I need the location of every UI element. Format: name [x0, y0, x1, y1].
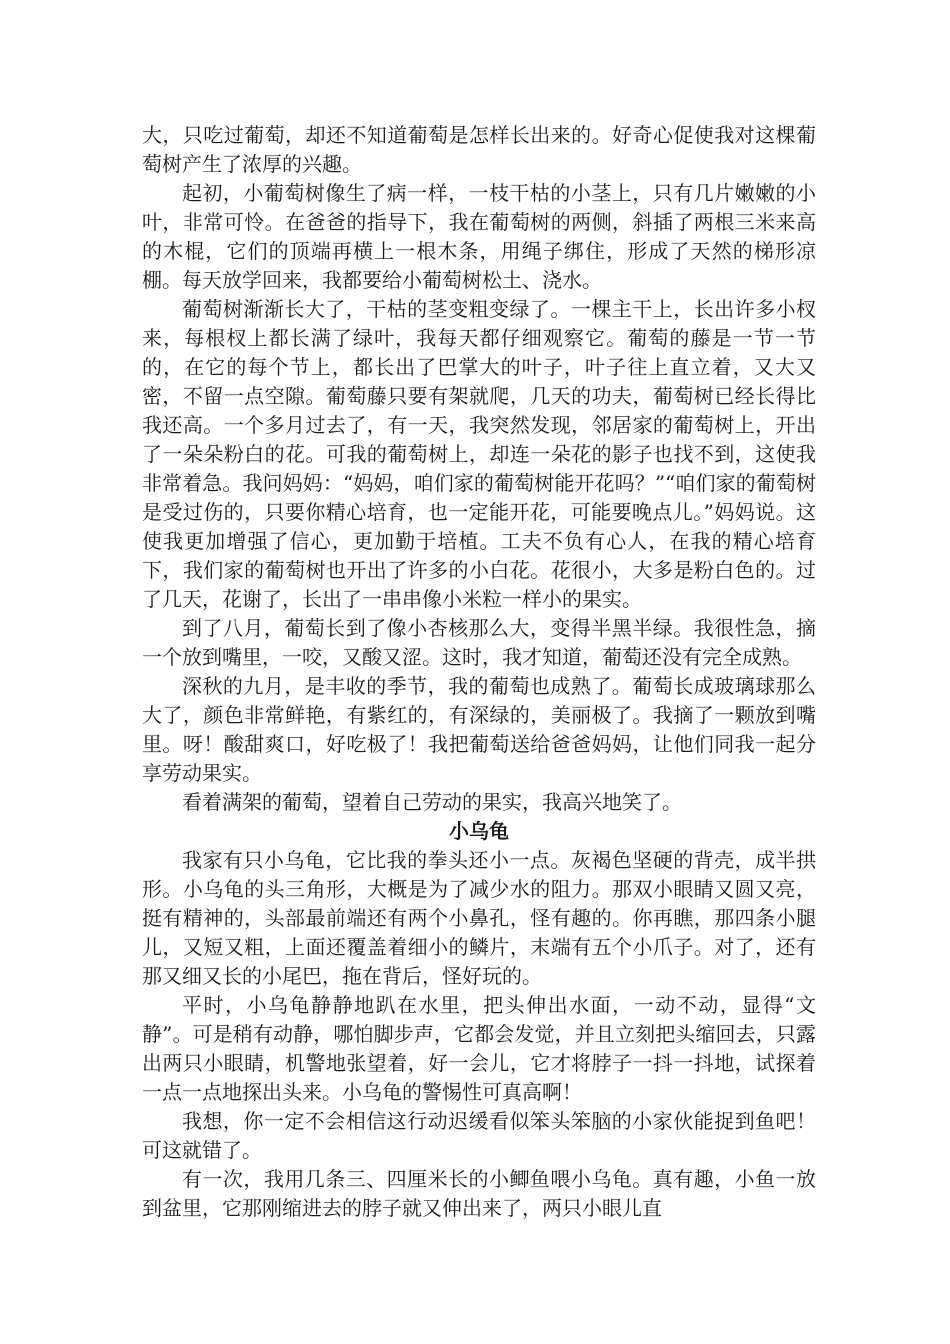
article2-paragraph-3: 我想，你一定不会相信这行动迟缓看似笨头笨脑的小家伙能捉到鱼吧！可这就错了。 [142, 1109, 816, 1162]
article1-paragraph-3: 葡萄树渐渐长大了，干枯的茎变粗变绿了。一棵主干上，长出许多小杈来，每根杈上都长满了绿叶，我每天都仔细观察它。葡萄的藤是一节一节的，在它的每个节上，都长出了巴掌大的叶子，叶子往上直立着，又大又密，不留一点空隙。葡萄藤只要有架就爬，几天的功夫，葡萄树已经长得比我还高。一个多月过去了，有一天，我突然发现，邻居家的葡萄树上，开出了一朵朵粉白的花。可我的葡萄树上，却连一朵花的影子也找不到，这使我非常着急。我问妈妈：“妈妈，咱们家的葡萄树能开花吗？”“咱们家的葡萄树是受过伤的，只要你精心培育，也一定能开花，可能要晚点儿。”妈妈说。这使我更加增强了信心，更加勤于培植。工夫不负有心人，在我的精心培育下，我们家的葡萄树也开出了许多的小白花。花很小，大多是粉白色的。过了几天，花谢了，长出了一串串像小米粒一样小的果实。 [142, 297, 816, 611]
document-page [142, 121, 816, 1223]
article1-paragraph-4: 到了八月，葡萄长到了像小杏核那么大，变得半黑半绿。我很性急，摘一个放到嘴里，一咬，又酸又涩。这时，我才知道，葡萄还没有完全成熟。 [142, 616, 816, 669]
article1-paragraph-6: 看着满架的葡萄，望着自己劳动的果实，我高兴地笑了。 [182, 790, 682, 814]
article1-paragraph-1: 大，只吃过葡萄，却还不知道葡萄是怎样长出来的。好奇心促使我对这棵葡萄树产生了浓厚的兴趣。 [142, 123, 816, 176]
article1-paragraph-5: 深秋的九月，是丰收的季节，我的葡萄也成熟了。葡萄长成玻璃球那么大了，颜色非常鲜艳，有紫红的，有深绿的，美丽极了。我摘了一颗放到嘴里。呀！酸甜爽口，好吃极了！我把葡萄送给爸爸妈妈，让他们同我一起分享劳动果实。 [142, 674, 816, 785]
article1-paragraph-2: 起初，小葡萄树像生了病一样，一枝干枯的小茎上，只有几片嫩嫩的小叶，非常可怜。在爸爸的指导下，我在葡萄树的两侧，斜插了两根三米来高的木棍，它们的顶端再横上一根木条，用绳子绑住，形成了天然的梯形凉棚。每天放学回来，我都要给小葡萄树松土、浇水。 [142, 181, 816, 292]
article2-title: 小乌龟 [449, 819, 509, 843]
article2-paragraph-1: 我家有只小乌龟，它比我的拳头还小一点。灰褐色坚硬的背壳，成半拱形。小乌龟的头三角形，大概是为了减少水的阻力。那双小眼睛又圆又亮，挺有精神的，头部最前端还有两个小鼻孔，怪有趣的。你再瞧，那四条小腿儿，又短又粗，上面还覆盖着细小的鳞片，末端有五个小爪子。对了，还有那又细又长的小尾巴，拖在背后，怪好玩的。 [142, 848, 816, 988]
article2-paragraph-2: 平时，小乌龟静静地趴在水里，把头伸出水面，一动不动，显得“文静”。可是稍有动静，哪怕脚步声，它都会发觉，并且立刻把头缩回去，只露出两只小眼睛，机警地张望着，好一会儿，它才将脖子一抖一抖地，试探着一点一点地探出头来。小乌龟的警惕性可真高啊！ [142, 993, 816, 1104]
article2-paragraph-4: 有一次，我用几条三、四厘米长的小鲫鱼喂小乌龟。真有趣，小鱼一放到盆里，它那刚缩进去的脖子就又伸出来了，两只小眼儿直 [142, 1167, 816, 1220]
